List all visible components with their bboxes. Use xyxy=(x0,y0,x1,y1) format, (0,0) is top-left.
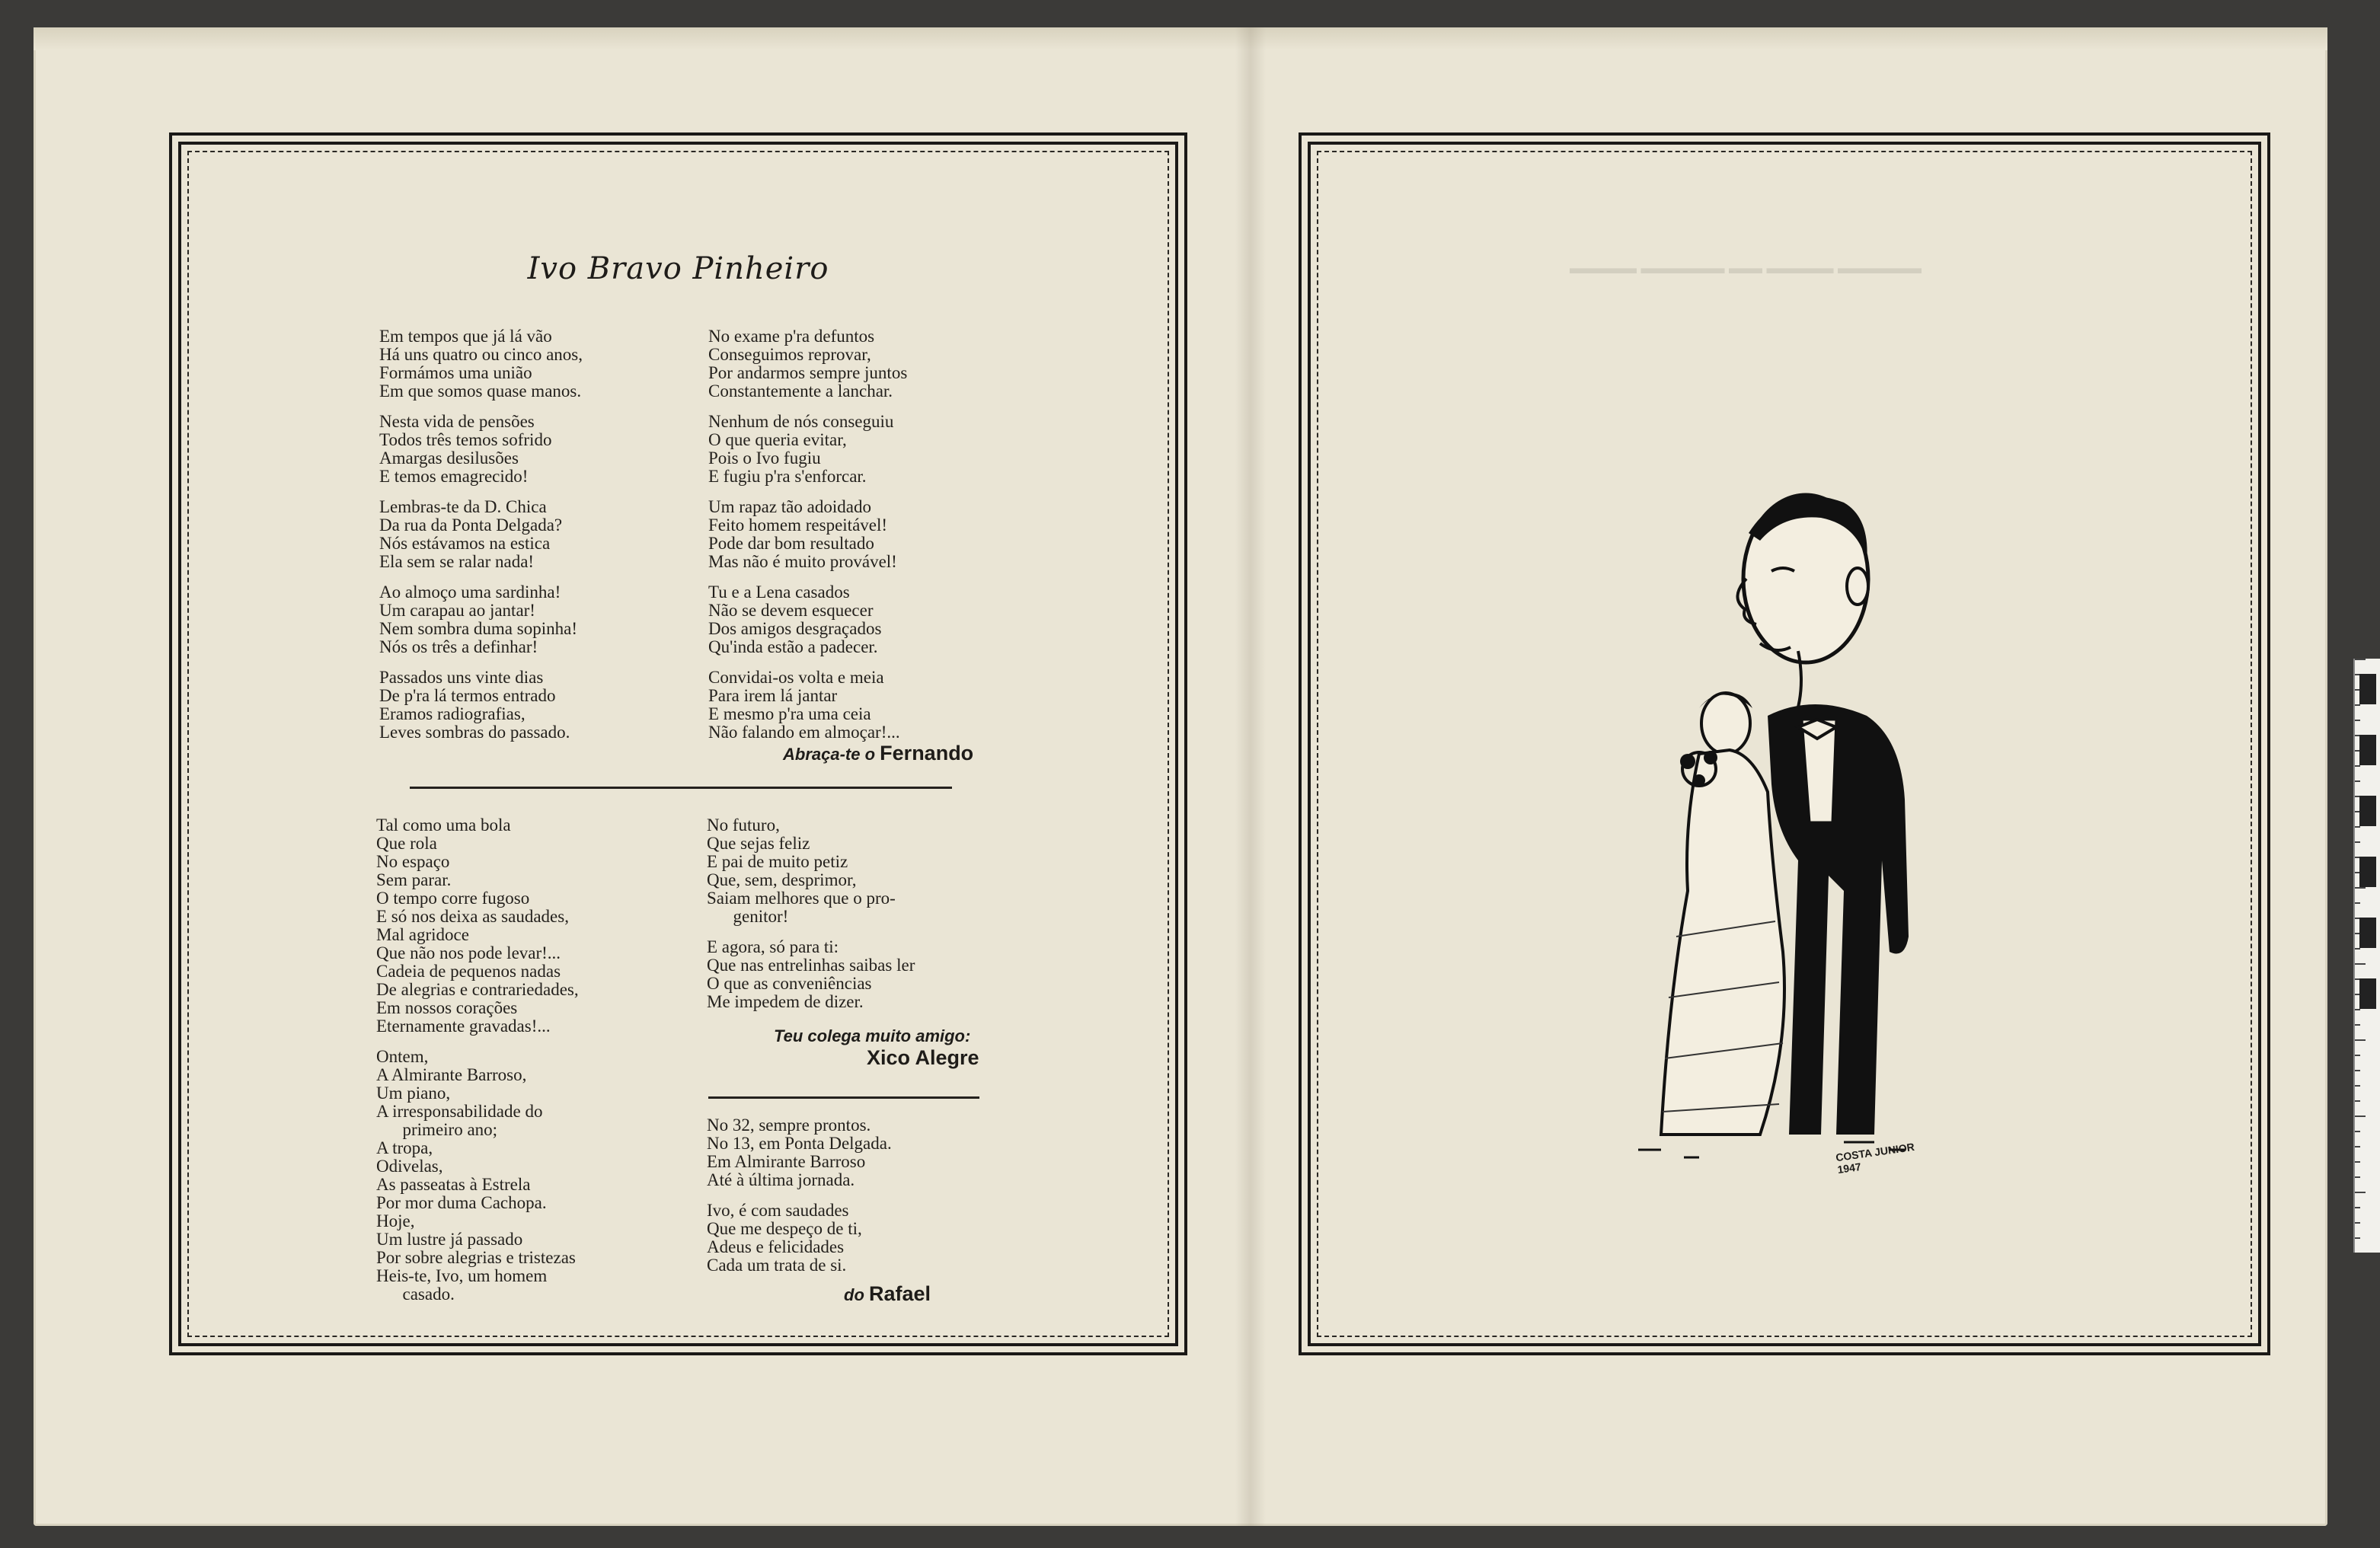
verse-line: Não se devem esquecer xyxy=(708,601,874,620)
stanza xyxy=(708,669,907,742)
artist-signature-year: 1947 xyxy=(1836,1160,1862,1176)
stanza xyxy=(708,327,907,401)
stanza xyxy=(376,1048,579,1304)
ruler-tick xyxy=(2355,948,2360,950)
verse-line: A Almirante Barroso, xyxy=(376,1065,527,1084)
verse-line: Todos três temos sofrido xyxy=(379,430,552,449)
verse-line: Saiam melhores que o pro- xyxy=(707,889,896,908)
ruler-tick xyxy=(2355,826,2360,828)
signature-xico-name: Xico Alegre xyxy=(867,1046,979,1069)
ruler-tick xyxy=(2355,1100,2360,1102)
verse-line: Nem sombra duma sopinha! xyxy=(379,619,577,638)
verse-line: Nós os três a definhar! xyxy=(379,637,538,656)
ruler-block xyxy=(2359,978,2376,1009)
stanza xyxy=(707,816,915,926)
ruler-tick xyxy=(2355,841,2360,843)
verse-line: Por andarmos sempre juntos xyxy=(708,363,908,382)
verse-line: Que nas entrelinhas saibas ler xyxy=(707,956,915,975)
ruler-tick xyxy=(2355,1055,2360,1056)
stanza xyxy=(379,498,583,571)
verse-line: No futuro, xyxy=(707,815,780,835)
stanza xyxy=(379,583,583,656)
verse-line: Há uns quatro ou cinco anos, xyxy=(379,345,583,364)
ruler-tick xyxy=(2355,1161,2360,1163)
verse-line: Mal agridoce xyxy=(376,925,469,944)
ruler-tick xyxy=(2355,720,2360,721)
verse-line: Leves sombras do passado. xyxy=(379,723,570,742)
verse-line: Que sejas feliz xyxy=(707,834,810,853)
verse-line: Nesta vida de pensões xyxy=(379,412,535,431)
artist-signature: COSTA JUNIOR 1947 xyxy=(1835,1140,1915,1176)
verse-line: Heis-te, Ivo, um homem xyxy=(376,1266,548,1285)
stanza xyxy=(707,1202,892,1275)
verse-line: Formámos uma união xyxy=(379,363,532,382)
poem2-column-1 xyxy=(376,816,579,1316)
divider-line xyxy=(410,787,952,789)
stanza xyxy=(708,583,907,656)
verse-line: Adeus e felicidades xyxy=(707,1237,845,1256)
verse-line: Um carapau ao jantar! xyxy=(379,601,535,620)
verse-line: Não falando em almoçar!... xyxy=(708,723,900,742)
verse-line: Que não nos pode levar!... xyxy=(376,943,561,962)
verse-line: Lembras-te da D. Chica xyxy=(379,497,547,516)
verse-line: Da rua da Ponta Delgada? xyxy=(379,515,563,535)
ruler-block xyxy=(2359,918,2376,948)
verse-line: E mesmo p'ra uma ceia xyxy=(708,704,871,723)
caricature-illustration xyxy=(1615,464,1935,1203)
verse-line: Um rapaz tão adoidado xyxy=(708,497,871,516)
verse-line: Pode dar bom resultado xyxy=(708,534,874,553)
verse-line: Ivo, é com saudades xyxy=(707,1201,849,1220)
verse-line: Convidai-os volta e meia xyxy=(708,668,884,687)
stanza xyxy=(379,669,583,742)
verse-line: Cadeia de pequenos nadas xyxy=(376,962,561,981)
scale-ruler xyxy=(2353,659,2380,1253)
ruler-tick xyxy=(2355,1207,2360,1208)
verse-line: Que rola xyxy=(376,834,437,853)
verse-line: E temos emagrecido! xyxy=(379,467,529,486)
right-page-frame xyxy=(1308,142,2261,1346)
ruler-tick xyxy=(2355,902,2360,904)
verse-line: Um lustre já passado xyxy=(376,1230,523,1249)
verse-line: Eramos radiografias, xyxy=(379,704,526,723)
verse-line: Por mor duma Cachopa. xyxy=(376,1193,547,1212)
signature-rafael xyxy=(844,1282,931,1306)
verse-line: Até à última jornada. xyxy=(707,1170,855,1189)
signature-fernando xyxy=(783,742,973,765)
verse-line: No exame p'ra defuntos xyxy=(708,327,875,346)
stanza xyxy=(708,413,907,486)
verse-line: O que as conveniências xyxy=(707,974,872,993)
verse-line: O tempo corre fugoso xyxy=(376,889,530,908)
verse-line: Dos amigos desgraçados xyxy=(708,619,882,638)
verse-line: Qu'inda estão a padecer. xyxy=(708,637,878,656)
ruler-block xyxy=(2359,857,2376,887)
verse-line: O que queria evitar, xyxy=(708,430,847,449)
stanza xyxy=(379,327,583,401)
book-gutter xyxy=(1235,27,1266,1526)
verse-line: Por sobre alegrias e tristezas xyxy=(376,1248,576,1267)
verse-line: Odivelas, xyxy=(376,1157,443,1176)
verse-line: Feito homem respeitável! xyxy=(708,515,888,535)
ruler-tick xyxy=(2355,1176,2360,1178)
verse-line: Hoje, xyxy=(376,1211,415,1230)
ruler-tick xyxy=(2355,1039,2366,1041)
poem3-column xyxy=(707,1116,892,1287)
verse-line: Ela sem se ralar nada! xyxy=(379,552,535,571)
ruler-block xyxy=(2359,674,2376,704)
stanza xyxy=(707,1116,892,1189)
verse-line: Em que somos quase manos. xyxy=(379,381,582,401)
ruler-tick xyxy=(2355,1192,2366,1193)
verse-line: De alegrias e contrariedades, xyxy=(376,980,579,999)
verse-line: Cada um trata de si. xyxy=(707,1256,847,1275)
stanza xyxy=(376,816,579,1036)
poem1-column-2 xyxy=(708,327,907,754)
ruler-tick xyxy=(2355,1237,2360,1239)
verse-line: Nenhum de nós conseguiu xyxy=(708,412,894,431)
ruler-tick xyxy=(2355,887,2366,889)
ruler-tick xyxy=(2355,1024,2360,1026)
verse-line: primeiro ano; xyxy=(376,1120,498,1139)
verse-line: Tal como uma bola xyxy=(376,815,511,835)
stanza xyxy=(707,938,915,1011)
verse-line: E só nos deixa as saudades, xyxy=(376,907,569,926)
verse-line: Para irem lá jantar xyxy=(708,686,838,705)
stanza xyxy=(708,498,907,571)
verse-line: Passados uns vinte dias xyxy=(379,668,544,687)
verse-line: Que, sem, desprimor, xyxy=(707,870,857,889)
verse-line: Sem parar. xyxy=(376,870,452,889)
signature-prefix: do xyxy=(844,1285,864,1304)
ruler-tick xyxy=(2355,1131,2360,1132)
ruler-tick xyxy=(2355,1070,2360,1071)
verse-line: Nós estávamos na estica xyxy=(379,534,551,553)
ruler-tick xyxy=(2355,659,2366,660)
verse-line: Ontem, xyxy=(376,1047,429,1066)
verse-line: Amargas desilusões xyxy=(379,448,519,468)
ruler-tick xyxy=(2355,1085,2360,1087)
divider-line-short xyxy=(708,1096,979,1099)
verse-line: Que me despeço de ti, xyxy=(707,1219,862,1238)
verse-line: No espaço xyxy=(376,852,450,871)
verse-line: Ao almoço uma sardinha! xyxy=(379,582,561,602)
bleed-through-text: ▬▬▬▬ ▬▬▬▬▬ ▬▬ ▬▬▬▬ ▬▬▬▬▬ xyxy=(1570,258,1922,277)
verse-line: E pai de muito petiz xyxy=(707,852,848,871)
verse-line: Mas não é muito provável! xyxy=(708,552,897,571)
verse-line: Me impedem de dizer. xyxy=(707,992,864,1011)
ruler-tick xyxy=(2355,1116,2366,1117)
signature-prefix: Abraça-te o xyxy=(783,745,876,764)
ruler-tick xyxy=(2355,780,2360,782)
ruler-tick xyxy=(2355,765,2360,767)
verse-line: E agora, só para ti: xyxy=(707,937,839,956)
verse-line: Conseguimos reprovar, xyxy=(708,345,871,364)
ruler-tick xyxy=(2355,1146,2360,1147)
poem-title: Ivo Bravo Pinheiro xyxy=(527,251,829,286)
verse-line: Em Almirante Barroso xyxy=(707,1152,866,1171)
verse-line: Um piano, xyxy=(376,1084,451,1103)
left-page-frame xyxy=(178,142,1178,1346)
ruler-block xyxy=(2359,735,2376,765)
verse-line: casado. xyxy=(376,1285,455,1304)
ruler-tick xyxy=(2355,963,2366,965)
verse-line: genitor! xyxy=(707,907,789,926)
verse-line: E fugiu p'ra s'enforcar. xyxy=(708,467,867,486)
verse-line: No 13, em Ponta Delgada. xyxy=(707,1134,892,1153)
ruler-block xyxy=(2359,796,2376,826)
verse-line: A tropa, xyxy=(376,1138,433,1157)
verse-line: Eternamente gravadas!... xyxy=(376,1017,551,1036)
page-top-edge xyxy=(34,27,2327,50)
verse-line: As passeatas à Estrela xyxy=(376,1175,531,1194)
verse-line: A irresponsabilidade do xyxy=(376,1102,543,1121)
ruler-tick xyxy=(2355,1222,2360,1224)
book-spread xyxy=(34,27,2327,1526)
verse-line: Em nossos corações xyxy=(376,998,518,1017)
verse-line: Tu e a Lena casados xyxy=(708,582,850,602)
verse-line: Constantemente a lanchar. xyxy=(708,381,893,401)
stanza xyxy=(379,413,583,486)
ruler-tick xyxy=(2355,704,2360,706)
verse-line: No 32, sempre prontos. xyxy=(707,1116,871,1135)
signature-name: Rafael xyxy=(869,1282,931,1305)
signature-xico-prefix: Teu colega muito amigo: xyxy=(774,1026,971,1045)
ruler-tick xyxy=(2355,1009,2360,1010)
signature-name: Fernando xyxy=(880,742,974,764)
verse-line: Em tempos que já lá vão xyxy=(379,327,552,346)
verse-line: Pois o Ivo fugiu xyxy=(708,448,821,468)
poem2-column-2 xyxy=(707,816,915,1023)
verse-line: De p'ra lá termos entrado xyxy=(379,686,556,705)
poem1-column-1 xyxy=(379,327,583,754)
